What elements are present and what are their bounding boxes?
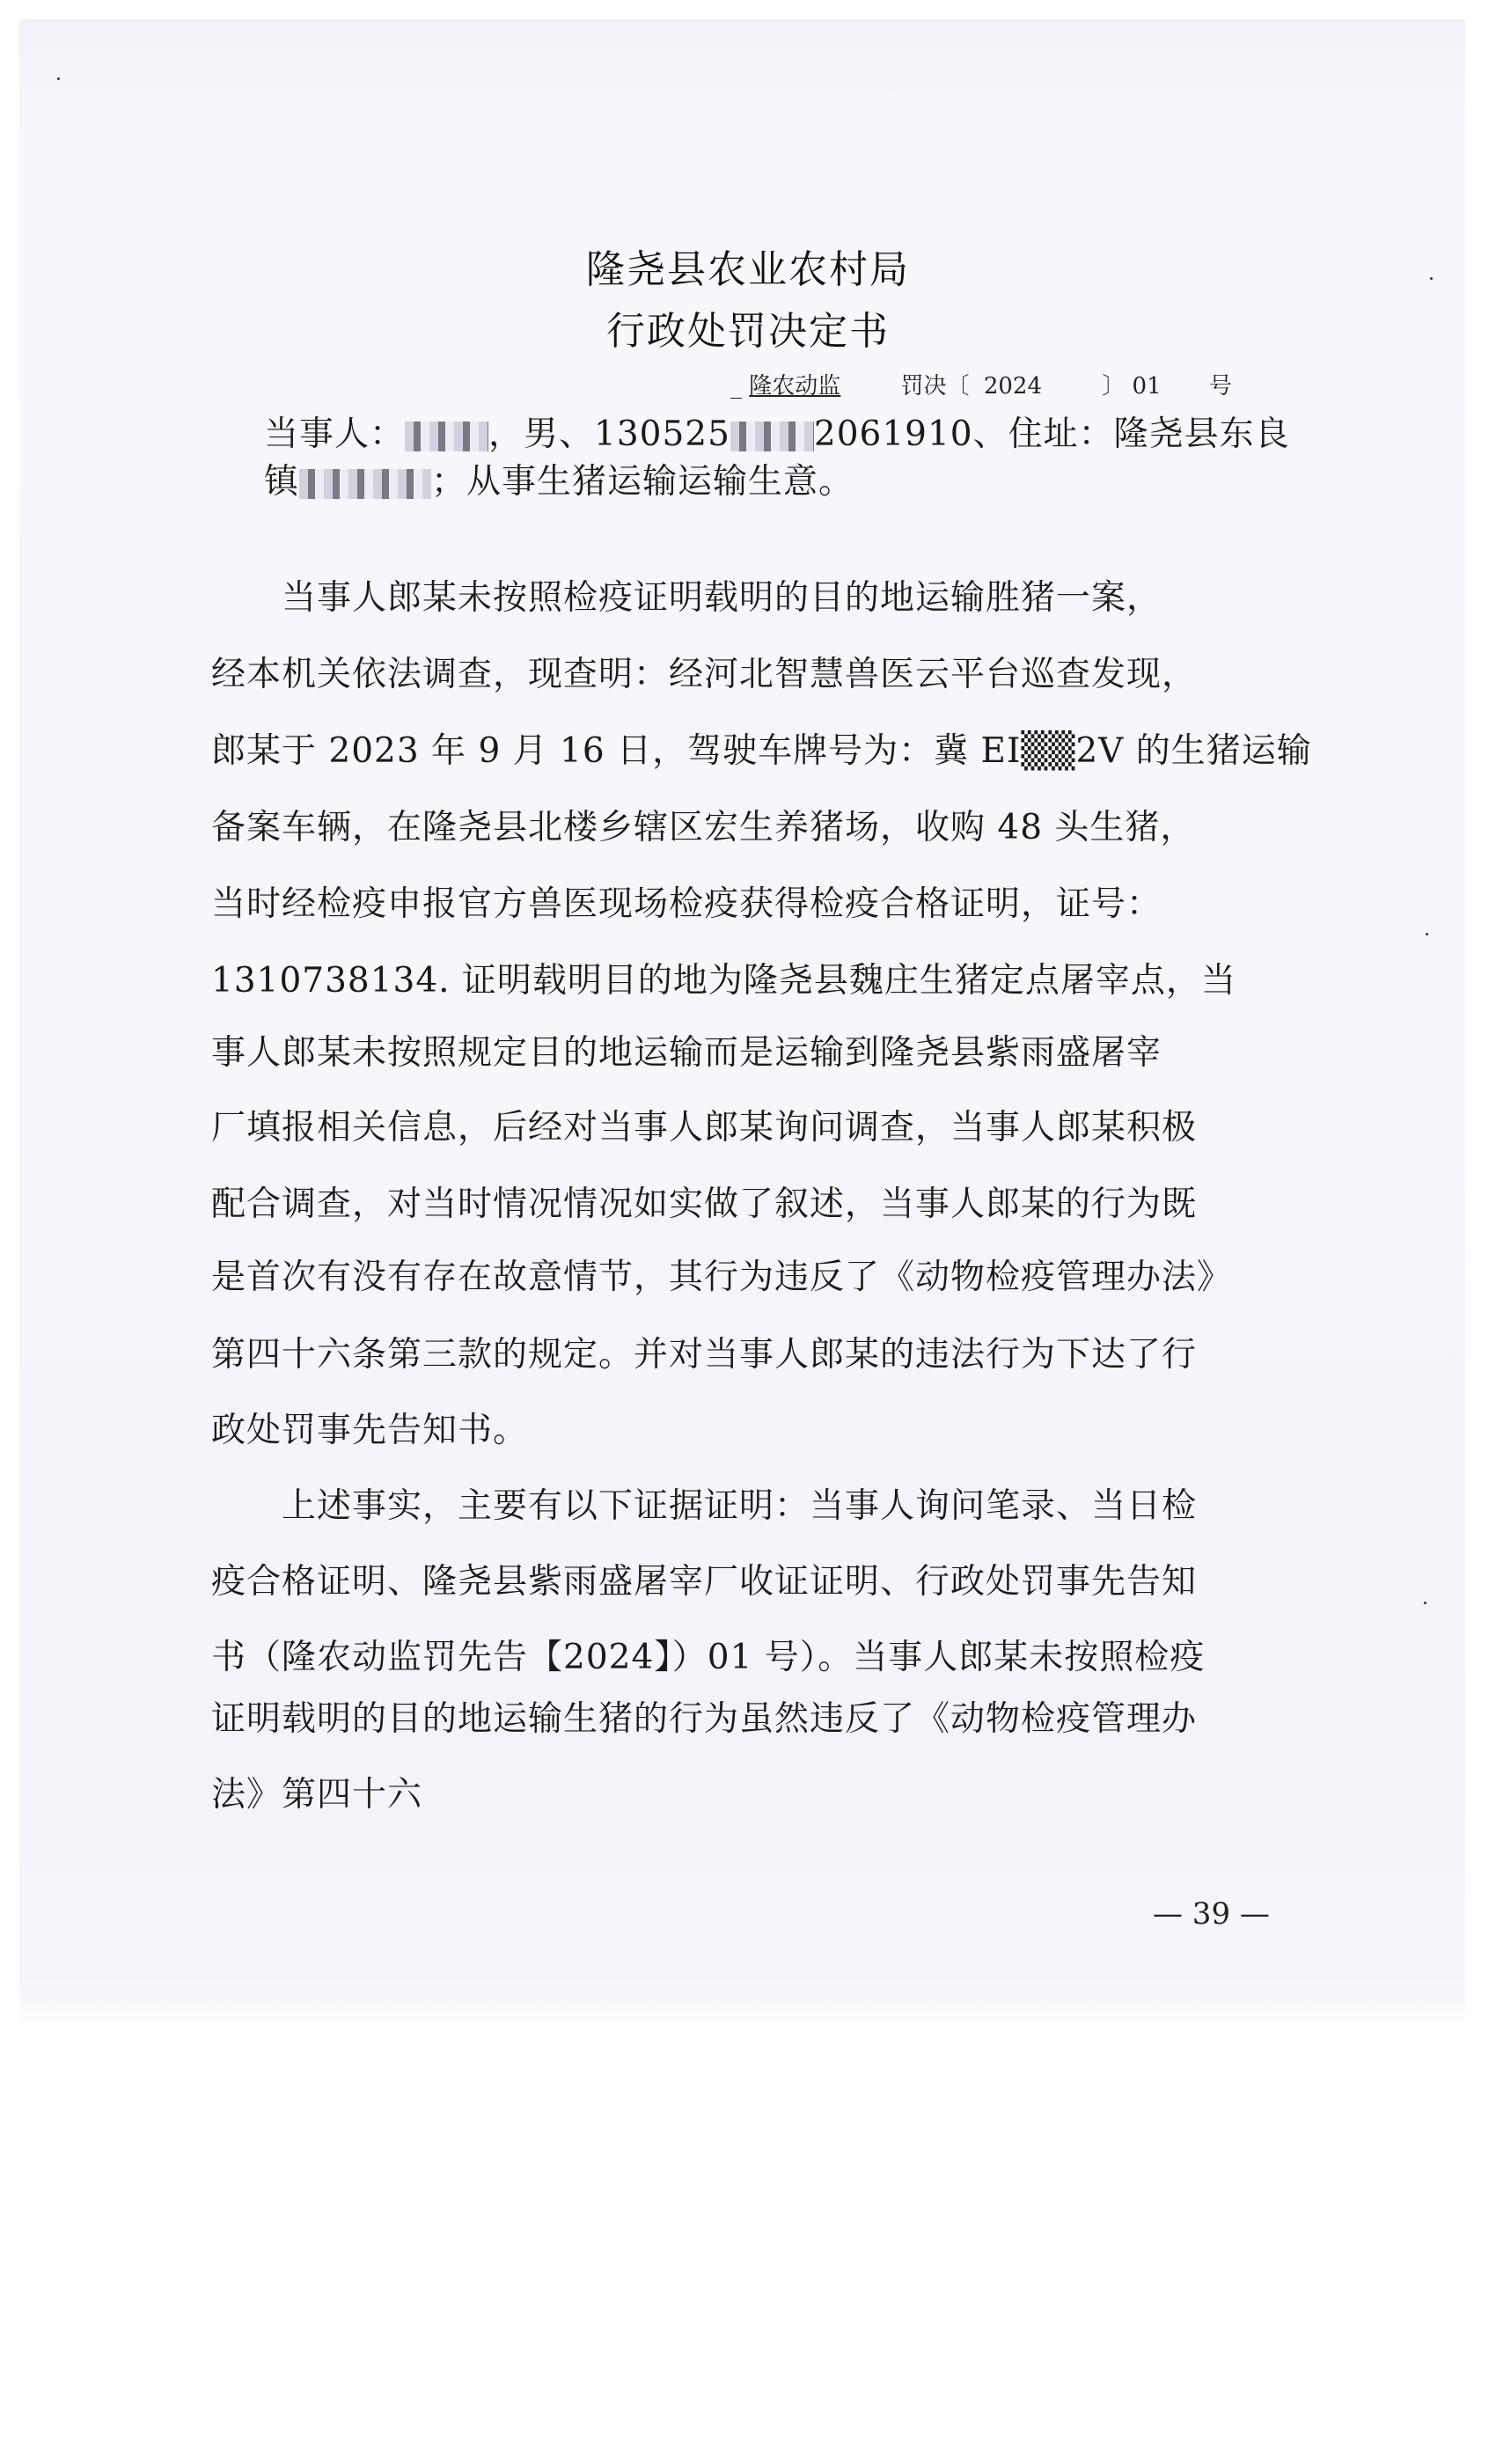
party-line-1 xyxy=(264,407,1302,456)
body-line: 当事人郎某未按照检疫证明载明的目的地运输胜猪一案， xyxy=(282,578,1162,618)
redacted-address xyxy=(299,469,431,499)
scan-speck xyxy=(1426,933,1428,935)
page-number: — 39 — xyxy=(1153,1896,1270,1932)
party-town: 镇 xyxy=(264,462,300,502)
party-label: 当事人： xyxy=(264,414,406,454)
docno-agency: 隆农动监 xyxy=(749,373,841,400)
docno-suffix: 号 xyxy=(1208,373,1232,400)
docno-type: 罚决〔 xyxy=(900,373,970,400)
body-line: 当时经检疫申报官方兽医现场检疫获得检疫合格证明，证号： xyxy=(211,884,1162,924)
docno-number: 01 xyxy=(1132,373,1162,400)
party-line-2 xyxy=(264,454,1302,503)
scan-speck xyxy=(57,77,60,80)
body-line: 备案车辆，在隆尧县北楼乡辖区宏生养猪场，收购 48 头生猪， xyxy=(211,808,1196,847)
page-edge xyxy=(19,1971,1465,2024)
body-line: 厂填报相关信息，后经对当事人郎某询问调查，当事人郎某积极 xyxy=(211,1108,1198,1148)
body-line: 上述事实，主要有以下证据证明：当事人询问笔录、当日检 xyxy=(282,1486,1198,1526)
body-line: 第四十六条第三款的规定。并对当事人郎某的违法行为下达了行 xyxy=(211,1335,1198,1375)
body-line: 书（隆农动监罚先告【2024】）01 号）。当事人郎某未按照检疫 xyxy=(211,1638,1206,1677)
docno-prefix: _ xyxy=(730,373,742,400)
party-gender-id: ，男、130525 xyxy=(488,414,730,454)
docno-close: 〕 xyxy=(1102,373,1126,400)
redacted-name xyxy=(405,422,488,451)
body-line: 配合调查，对当时情况情况如实做了叙述，当事人郎某的行为既 xyxy=(211,1184,1198,1224)
party-occupation: ；从事生猪运输运输生意。 xyxy=(431,462,854,502)
document-title: 行政处罚决定书 xyxy=(606,309,890,354)
body-line: 是首次有没有存在故意情节，其行为违反了《动物检疫管理办法》 xyxy=(211,1258,1233,1297)
body-line: 政处罚事先告知书。 xyxy=(211,1411,529,1450)
body-line: 法》第四十六 xyxy=(211,1775,423,1815)
document-number xyxy=(730,368,1232,400)
redacted-id xyxy=(730,422,814,451)
docno-year: 2024 xyxy=(983,373,1042,400)
body-line: 郎某于 2023 年 9 月 16 日，驾驶车牌号为：冀 EI▒▒2V 的生猪运输 xyxy=(211,731,1312,771)
body-line: 1310738134. 证明载明目的地为隆尧县魏庄生猪定点屠宰点，当 xyxy=(211,961,1236,1001)
scan-speck xyxy=(1424,1602,1426,1604)
issuer-title: 隆尧县农业农村局 xyxy=(586,247,910,292)
body-line: 事人郎某未按照规定目的地运输而是运输到隆尧县紫雨盛屠宰 xyxy=(211,1033,1162,1073)
body-line: 经本机关依法调查，现查明：经河北智慧兽医云平台巡查发现， xyxy=(211,655,1198,694)
party-address: 2061910、住址：隆尧县东良 xyxy=(813,414,1290,454)
body-line: 疫合格证明、隆尧县紫雨盛屠宰厂收证证明、行政处罚事先告知 xyxy=(211,1562,1198,1602)
body-line: 证明载明的目的地运输生猪的行为虽然违反了《动物检疫管理办 xyxy=(211,1699,1198,1739)
